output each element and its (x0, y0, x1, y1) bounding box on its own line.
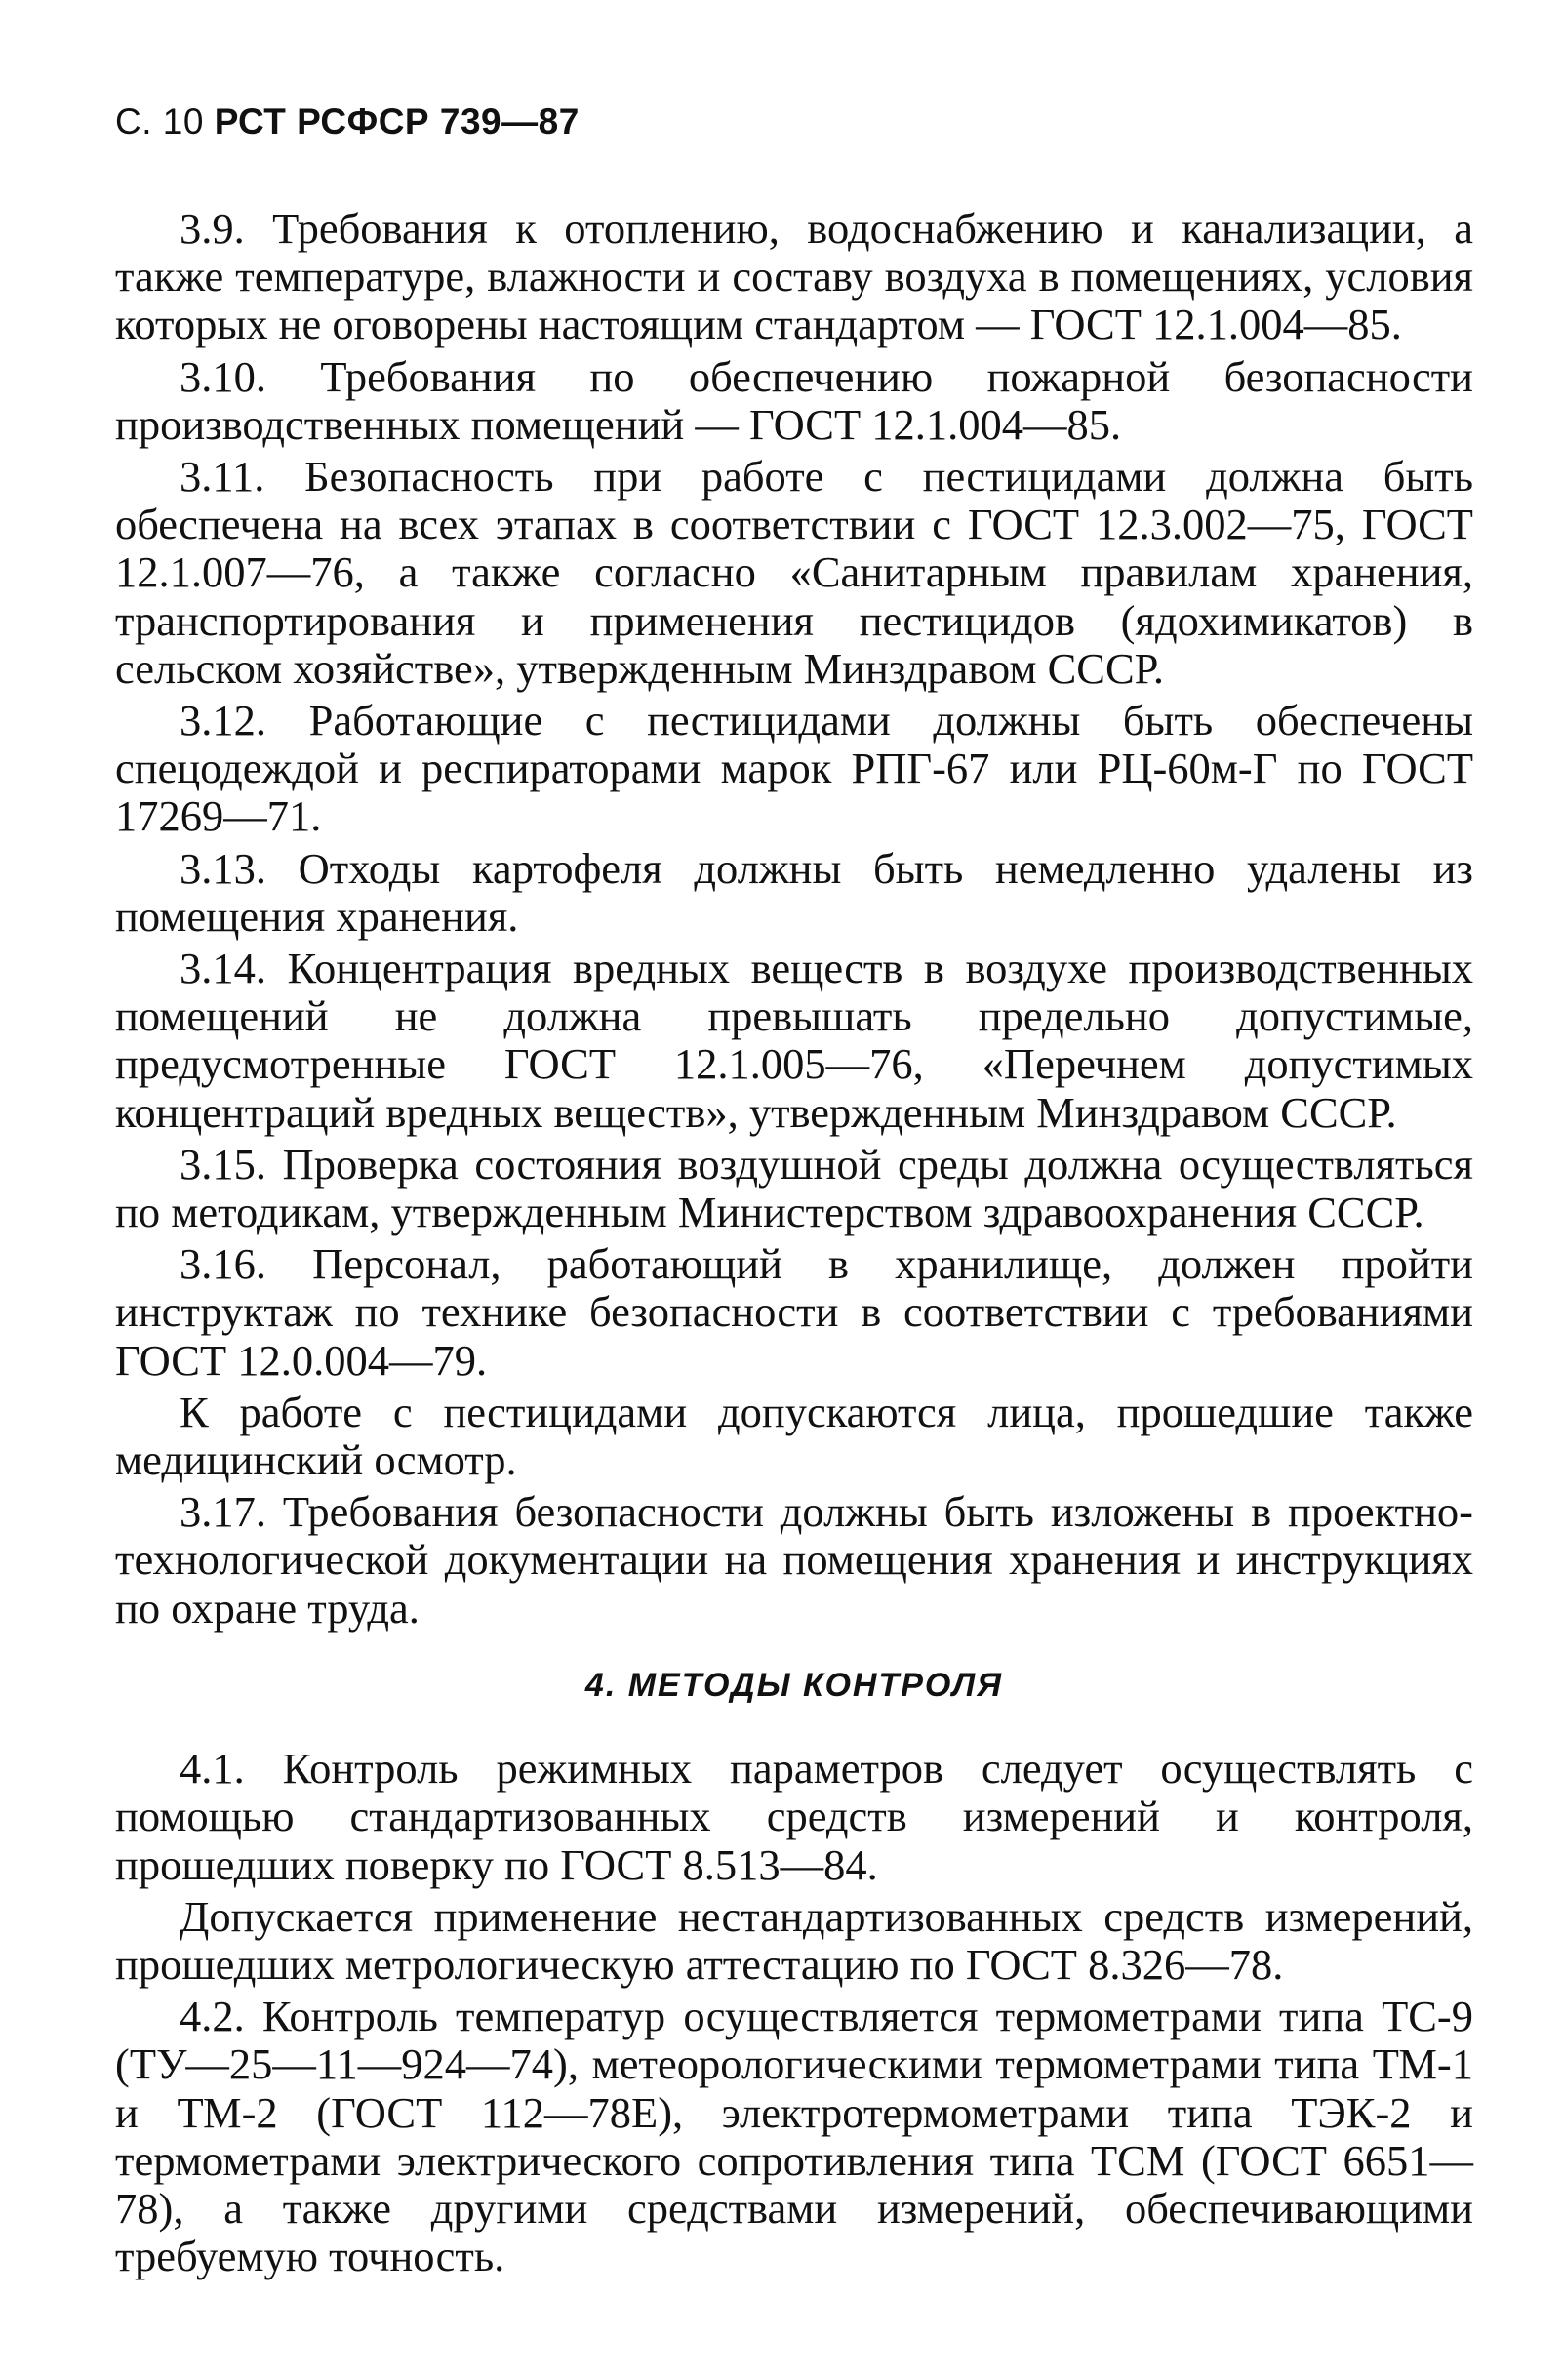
paragraph-pesticide-admission: К работе с пестицидами допускаются лица, прошедшие также медицинский осмотр. (115, 1387, 1473, 1485)
paragraph-3-15: 3.15. Проверка состояния воздушной среды должна осуществляться по методикам, утвержденным Министерством здравоохранения СССР. (115, 1139, 1473, 1237)
paragraph-3-17: 3.17. Требования безопасности должны быть изложены в проектно-технологической документации на помещения хранения и инструкциях по охране труда. (115, 1487, 1473, 1633)
paragraph-4-1: 4.1. Контроль режимных параметров следует осуществлять с помощью стандартизованных средств измерений и контроля, прошедших поверку по ГОСТ 8.513—84. (115, 1744, 1473, 1889)
standard-code: РСТ РСФСР 739—87 (214, 101, 580, 141)
paragraph-3-16: 3.16. Персонал, работающий в хранилище, должен пройти инструктаж по технике безопасности в соответствии с требованиями ГОСТ 12.0.004—79. (115, 1239, 1473, 1385)
paragraph-3-9: 3.9. Требования к отоплению, водоснабжению и канализации, а также температуре, влажности и составу воздуха в помещениях, условия которых не оговорены настоящим стандартом — ГОСТ 12.1.004—85. (115, 204, 1473, 349)
paragraph-3-13: 3.13. Отходы картофеля должны быть немедленно удалены из помещения хранения. (115, 843, 1473, 941)
paragraph-4-2: 4.2. Контроль температур осуществляется термометрами типа ТС-9 (ТУ—25—11—924—74), метеорологическими термометрами типа ТМ-1 и ТМ-2 (ГОСТ 112—78Е), электротермометрами типа ТЭК-2 и термометрами электрического сопротивления типа ТСМ (ГОСТ 6651—78), а также другими средствами измерений, обеспечивающими требуемую точность. (115, 1992, 1473, 2281)
paragraph-3-10: 3.10. Требования по обеспечению пожарной безопасности производственных помещений — ГОСТ 12.1.004—85. (115, 351, 1473, 449)
paragraph-3-12: 3.12. Работающие с пестицидами должны быть обеспечены спецодеждой и респираторами марок РПГ-67 или РЦ-60м-Г по ГОСТ 17269—71. (115, 696, 1473, 841)
page-number: С. 10 (115, 101, 204, 141)
section-title: 4. МЕТОДЫ КОНТРОЛЯ (584, 1666, 1004, 1704)
paragraph-3-11: 3.11. Безопасность при работе с пестицидами должна быть обеспечена на всех этапах в соответствии с ГОСТ 12.3.002—75, ГОСТ 12.1.007—76, а также согласно «Санитарным правилам хранения, транспортирования и применения пестицидов (ядохимикатов) в сельском хозяйстве», утвержденным Минздравом СССР. (115, 452, 1473, 693)
page-header (115, 101, 580, 142)
paragraph-3-14: 3.14. Концентрация вредных веществ в воздухе производственных помещений не должна превышать предельно допустимые, предусмотренные ГОСТ 12.1.005—76, «Перечнем допустимых концентраций вредных веществ», утвержденным Минздравом СССР. (115, 944, 1473, 1137)
document-body (115, 205, 1473, 2284)
paragraph-nonstandard-means: Допускается применение нестандартизованных средств измерений, прошедших метрологическую аттестацию по ГОСТ 8.326—78. (115, 1891, 1473, 1989)
